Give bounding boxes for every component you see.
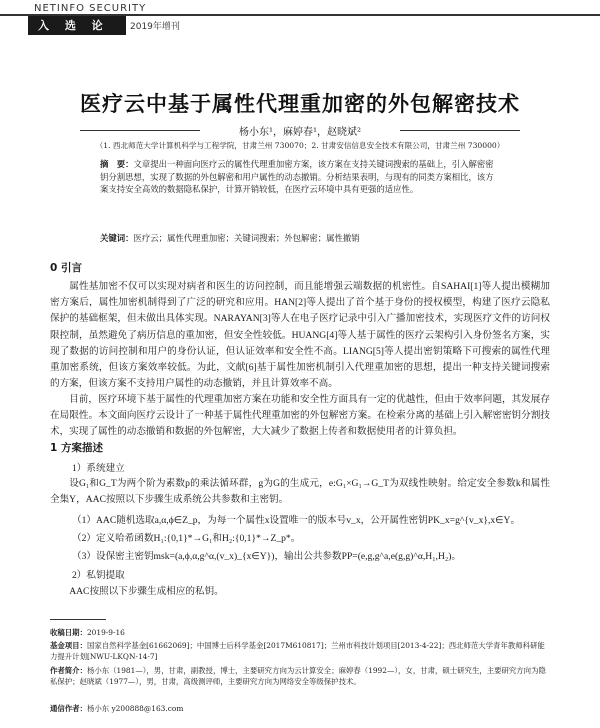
- footnote-fund: [50, 640, 550, 663]
- scheme-paragraph-1: 设G₁和G_T为两个阶为素数p的乘法循环群，g为G的生成元，e:G₁×G₁→G_T为双线性映射。给定安全参数k和属性全集Y，AAC按照以下步骤生成系统公共参数和主密钥。: [50, 478, 550, 506]
- affiliation: （1. 西北师范大学计算机科学与工程学院，甘肃兰州 730070；2. 甘肃安信信息安全技术有限公司，甘肃兰州 730000）: [95, 141, 505, 150]
- footnote-received: [50, 627, 550, 638]
- authors-rule-right: [400, 130, 520, 131]
- section-heading-scheme: 1 方案描述: [50, 442, 103, 454]
- column-label: 入 选 论 文: [28, 16, 126, 35]
- key-paragraph: AAC按照以下步骤生成相应的私钥。: [69, 586, 224, 597]
- journal-header: [0, 0, 600, 51]
- step-1: （1）AAC随机选取a,α,ϕ∈Z_p，为每一个属性x设置唯一的版本号v_x，公开属性密钥PK_x=g^{v_x},x∈Y。: [72, 515, 521, 526]
- section-heading-intro: 0 引言: [50, 262, 82, 274]
- step-3: （3）设保密主密钥msk=(a,ϕ,α,g^α,(v_x)_{x∈Y})，输出公共参数PP=(e,g,g^a,e(g,g)^α,H₁,H₂)。: [72, 551, 462, 562]
- step-2: （2）定义哈希函数H₁:{0,1}*→G₁和H₂:{0,1}*→Z_p*。: [72, 533, 301, 544]
- fund-label: 基金项目：: [50, 641, 87, 650]
- intro-paragraph-2: 目前，医疗环境下基于属性的代理重加密方案在功能和安全性方面具有一定的优越性，但由于效率问题，其发展存在局限性。本文面向医疗云设计了一种基于属性代理重加密的外包解密方案。在检索分离的基础上引入解密密钥分割技术，实现了属性的动态撤销和数据的外包解密，大大减少了数据上传者和数据使用者的计算负担。: [50, 394, 550, 438]
- received-date: 2019-9-16: [86, 628, 125, 637]
- footnote-contact: [50, 703, 550, 714]
- fund-text: 国家自然科学基金[61662069]；中国博士后科学基金[2017M610817]；兰州市科技计划项目[2013-4-22]；西北师范大学青年教师科研能力提升计划[NWU-LKQN-14-7]: [50, 641, 545, 662]
- subheading-key-extract: 2）私钥提取: [72, 570, 125, 581]
- footnote-bio: [50, 665, 550, 688]
- intro-paragraph-1: 属性基加密不仅可以实现对病者和医生的访问控制，而且能增强云端数据的机密性。自SAHAI[1]等人提出模糊加密方案后，属性加密机制得到了广泛的研究和应用。HAN[2]等人提出了首个基于身份的授权模型，构建了医疗云隐私保护的基础框架，但未做出具体实现。NARAYAN[3]等人在电子医疗记录中引入广播加密技术，实现医疗文件的访问权限控制，虽然避免了病历信息的重加密，但安全性较低。HUANG[4]等人基于属性的医疗云架构引入身份签名方案，实现了数据的访问控制和用户的身份认证，但认证效率和安全性不高。LIANG[5]等人提出密钥策略下可搜索的属性代理重加密系统，但该方案效率较低。为此，文献[6]基于属性加密机制引入代理重加密的思想，提出一种支持关键词搜索的方案，但该方案不支持用户属性的动态撤销，并且计算效率不高。: [50, 281, 550, 390]
- journal-name: NETINFO SECURITY: [34, 3, 147, 14]
- subheading-setup: 1）系统建立: [72, 463, 125, 474]
- abstract-label: 摘 要：: [100, 159, 134, 169]
- footnote-rule: [50, 619, 106, 620]
- bio-label: 作者简介：: [50, 666, 87, 675]
- abstract: [100, 158, 500, 196]
- received-label: 收稿日期：: [50, 628, 87, 637]
- authors-row: [80, 123, 520, 137]
- issue-label: 2019年增刊: [130, 22, 180, 32]
- bio-text: 杨小东（1981—），男，甘肃，副教授，博士，主要研究方向为云计算安全；麻婷春（1992—），女，甘肃，硕士研究生，主要研究方向为隐私保护；赵晓斌（1977—），男，甘肃，高级测评师，主要研究方向为网络安全等级保护技术。: [50, 666, 546, 687]
- keywords-text: 医疗云；属性代理重加密；关键词搜索；外包解密；属性撤销: [133, 233, 360, 243]
- keywords-label: 关键词：: [100, 233, 134, 243]
- paper-title: 医疗云中基于属性代理重加密的外包解密技术: [80, 92, 520, 116]
- contact-text: 杨小东 y200888@163.com: [86, 704, 184, 713]
- contact-label: 通信作者：: [50, 704, 87, 713]
- keywords: [100, 232, 500, 244]
- authors: 杨小东¹，麻婷春¹，赵晓斌²: [238, 127, 362, 138]
- abstract-text: 文章提出一种面向医疗云的属性代理重加密方案，该方案在支持关键词搜索的基础上，引入解密密钥分割思想，实现了数据的外包解密和用户属性的动态撤销。分析结果表明，与现有的同类方案相比，该方案支持安全高效的数据隐私保护，计算开销较低，在医疗云环境中具有更强的适应性。: [100, 159, 494, 195]
